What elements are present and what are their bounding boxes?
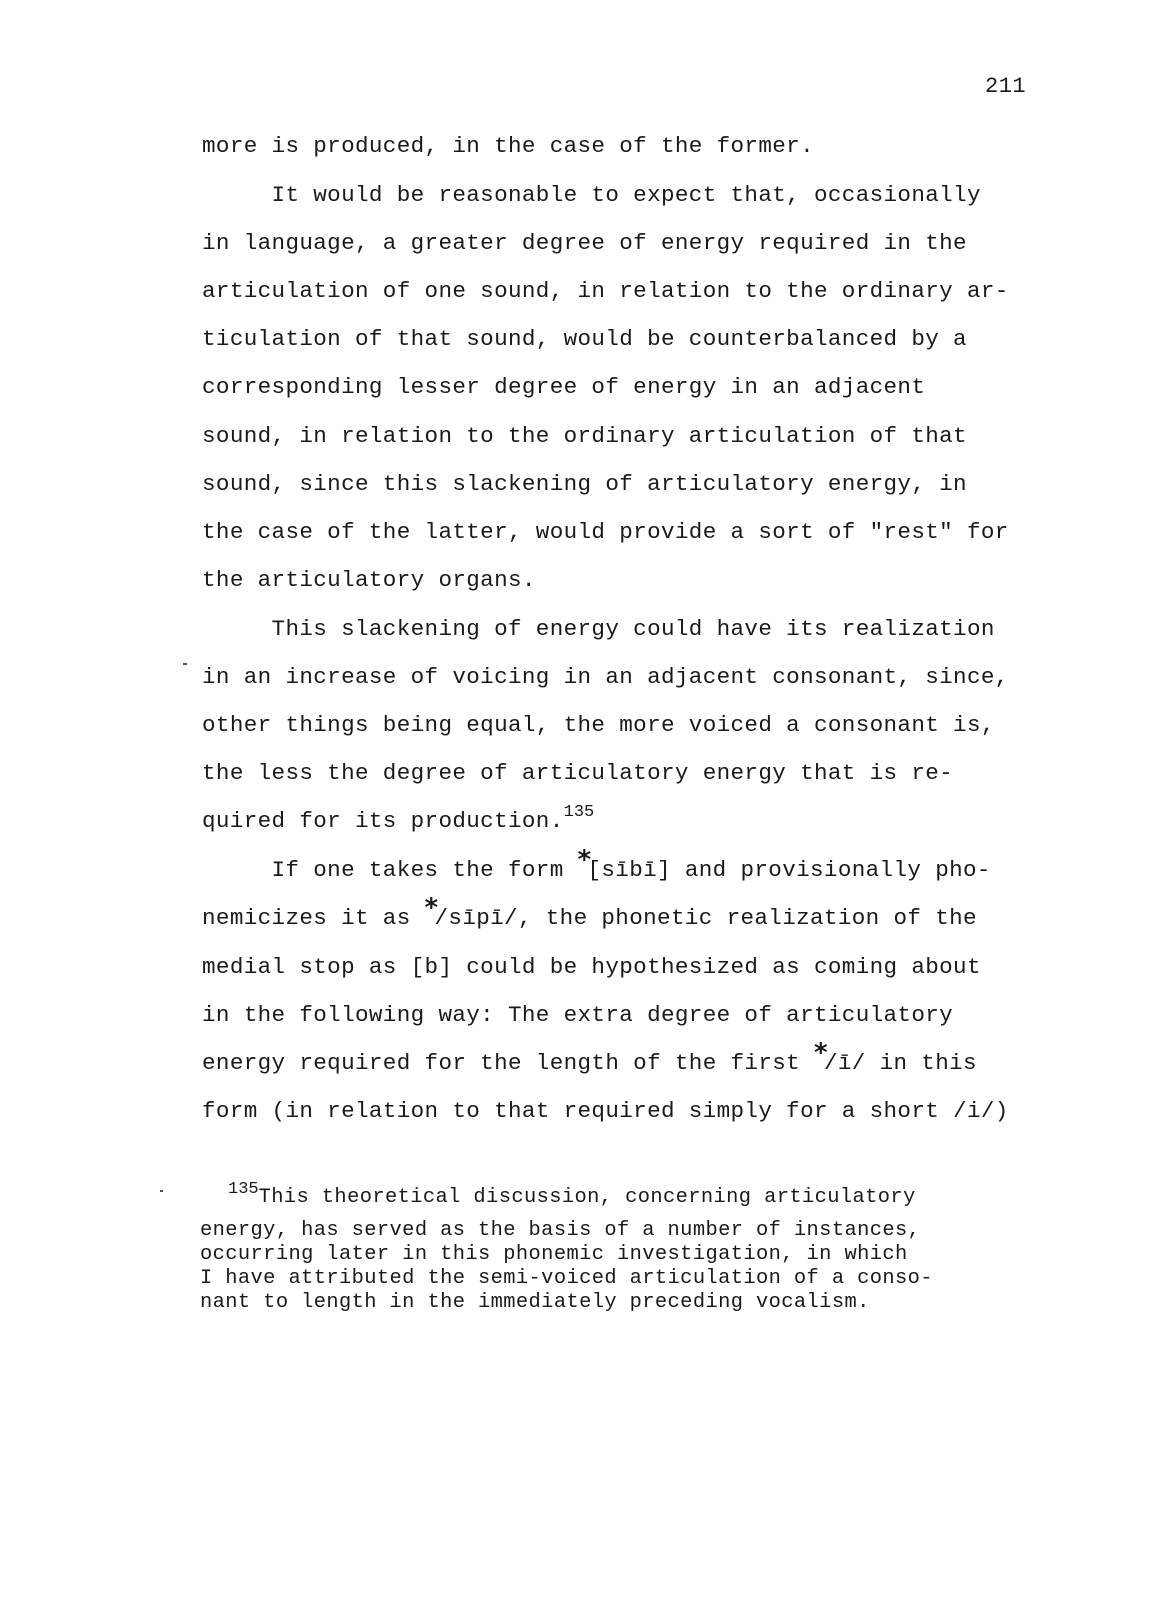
footnote-reference: 135 (563, 803, 595, 822)
asterisk-mark: * (577, 845, 592, 875)
text-run: more is produced, in the case of the former. (202, 133, 814, 159)
text-run: energy, has served as the basis of a number of instances, (200, 1219, 921, 1242)
text-run: quired for its production. (202, 808, 564, 834)
text-run: This theoretical discussion, concerning articulatory (258, 1186, 916, 1209)
text-run: occurring later in this phonemic investigation, in which (200, 1243, 908, 1266)
text-run: the less the degree of articulatory energy that is re- (202, 760, 954, 786)
body-line (202, 803, 595, 839)
body-line (202, 1038, 977, 1078)
footnote-line (200, 1243, 908, 1267)
body-line (202, 228, 967, 258)
text-run: in an increase of voicing in an adjacent consonant, since, (202, 664, 1009, 690)
body-line (202, 131, 814, 161)
body-line (202, 710, 995, 740)
text-run: /ī/ in this (823, 1050, 977, 1076)
scan-mark (183, 663, 187, 665)
text-run: the articulatory organs. (202, 567, 536, 593)
text-run: medial stop as [b] could be hypothesized as coming about (202, 954, 981, 980)
footnote-number: 135 (228, 1180, 259, 1199)
text-run: I have attributed the semi-voiced articulation of a conso- (200, 1267, 933, 1290)
page-number: 211 (985, 74, 1027, 99)
text-run: ticulation of that sound, would be counterbalanced by a (202, 326, 967, 352)
footnote-line (200, 1267, 933, 1291)
body-line (202, 324, 967, 354)
text-run: /sīpī/, the phonetic realization of the (434, 905, 977, 931)
body-line (202, 758, 953, 788)
text-run: in language, a greater degree of energy required in the (202, 230, 967, 256)
scan-mark (160, 1190, 163, 1192)
asterisk-mark: * (813, 1038, 828, 1068)
text-run: If one takes the form (202, 857, 578, 883)
text-run: corresponding lesser degree of energy in an adjacent (202, 374, 926, 400)
asterisk-mark: * (424, 893, 439, 923)
text-run: articulation of one sound, in relation to the ordinary ar- (202, 278, 1009, 304)
text-run: sound, since this slackening of articulatory energy, in (202, 471, 967, 497)
body-line (202, 952, 981, 982)
body-line (202, 421, 967, 451)
body-line (202, 372, 925, 402)
body-line (202, 893, 977, 933)
text-run: nemicizes it as (202, 905, 425, 931)
body-line (202, 565, 536, 595)
body-line (202, 614, 995, 644)
text-run: It would be reasonable to expect that, occasionally (202, 182, 981, 208)
footnote-line (200, 1291, 870, 1315)
text-run: This slackening of energy could have its realization (202, 616, 995, 642)
text-run: other things being equal, the more voiced a consonant is, (202, 712, 995, 738)
body-line (202, 180, 981, 210)
text-run: in the following way: The extra degree of articulatory (202, 1002, 954, 1028)
body-line (202, 469, 967, 499)
text-run: the case of the latter, would provide a sort of "rest" for (202, 519, 1009, 545)
text-run: nant to length in the immediately preceding vocalism. (200, 1291, 870, 1314)
body-line (202, 662, 1009, 692)
body-line (202, 276, 1009, 306)
footnote-line (200, 1219, 920, 1243)
body-line (202, 1096, 1009, 1126)
body-line (202, 517, 1009, 547)
body-line (202, 845, 991, 885)
text-run: [sībī] and provisionally pho- (587, 857, 991, 883)
footnote-line (228, 1180, 916, 1211)
text-run: sound, in relation to the ordinary articulation of that (202, 423, 967, 449)
text-run: energy required for the length of the first (202, 1050, 814, 1076)
body-line (202, 1000, 953, 1030)
text-run: form (in relation to that required simply for a short /i/) (202, 1098, 1009, 1124)
